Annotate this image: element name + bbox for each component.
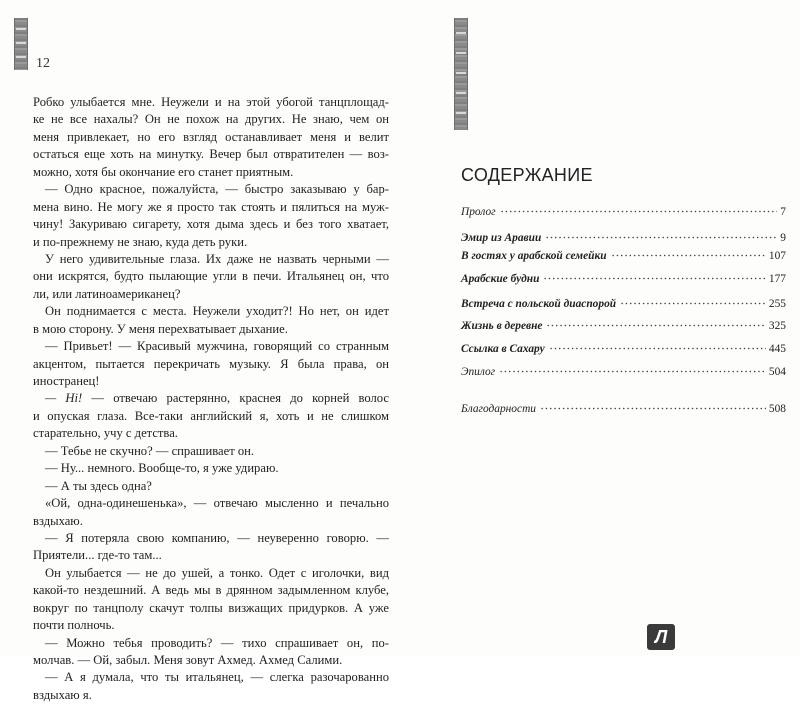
text-content: — А я думала, что ты итальянец, — слегка разочарованно: [45, 670, 389, 685]
toc-entry-page: 325: [768, 320, 786, 332]
text-content: — Привьет! — Красивый мужчина, говорящий со странным: [45, 339, 389, 354]
text-line: [33, 286, 389, 303]
text-content: мена вино. Не могу же я просто так стоять и пялиться на муж-: [33, 199, 389, 214]
text-line: [33, 443, 389, 460]
text-content: ли, или латиноамериканец?: [33, 286, 181, 301]
text-line: [33, 356, 389, 373]
text-line: [33, 94, 389, 111]
text-content: «Ой, одна-одинешенька», — отвечаю мысленно и печально: [45, 496, 389, 511]
toc-entry: [461, 336, 786, 355]
text-line: [33, 600, 389, 617]
text-content: какой-то нездешний. А ведь мы в дрянном задымленном клубе,: [33, 583, 389, 598]
text-line: [33, 390, 389, 407]
toc-entry-page: 9: [780, 232, 786, 244]
text-line: [33, 251, 389, 268]
text-content: Он улыбается — не до ушей, а тонко. Одет с иголочки, вид: [45, 565, 389, 580]
text-line: [33, 111, 389, 128]
text-line: [33, 565, 389, 582]
text-content: иностранец!: [33, 374, 100, 388]
toc-title: СОДЕРЖАНИЕ: [461, 165, 593, 185]
text-content: они искрятся, будто пылающие угли в печи. Итальянец он, что: [33, 269, 389, 284]
text-line: [33, 425, 389, 442]
logo-letter: Л: [654, 627, 668, 647]
toc-entry-page: 255: [768, 298, 786, 310]
text-content: почти полночь.: [33, 618, 115, 633]
text-content: остаться еще хоть на минутку. Вечер был отвратителен — воз-: [33, 147, 389, 162]
toc-entry-page: 508: [768, 403, 786, 415]
text-line: [33, 495, 389, 512]
text-line: [33, 687, 389, 704]
toc-entry: [461, 243, 786, 262]
toc-dot-leader: [611, 243, 766, 259]
toc-entry-title: Пролог: [461, 206, 496, 218]
text-content: — Можно тебья проводить? — тихо спрашивает он, по-: [45, 635, 389, 650]
body-text: [33, 94, 389, 704]
text-line: [33, 669, 389, 686]
text-content: Он поднимается с места. Неужели уходит?! Но нет, он идет: [45, 304, 389, 319]
text-line: [33, 513, 389, 530]
text-line: [33, 199, 389, 216]
toc-entry-page: 7: [780, 206, 786, 218]
toc-entry-title: Жизнь в деревне: [461, 320, 543, 332]
toc-entry-title: В гостях у арабской семейки: [461, 250, 607, 262]
text-content: меня привлекает, но его взгляд останавливает меня и велит: [33, 129, 389, 144]
text-line: [33, 146, 389, 163]
toc-dot-leader: [620, 291, 766, 307]
toc-entry-page: 177: [768, 273, 786, 285]
toc-dot-leader: [549, 336, 766, 352]
text-content: вздыхаю я.: [33, 687, 92, 702]
text-content: Приятели... где-то там...: [33, 548, 162, 563]
text-content: молчав. — Ой, забыл. Меня зовут Ахмед. Ахмед Салими.: [33, 653, 343, 667]
text-content: — Я потеряла свою компанию, — неуверенно говорю. —: [45, 530, 389, 545]
publisher-logo-icon: [647, 624, 675, 650]
decorative-strip-right: [454, 18, 468, 130]
toc-dot-leader: [545, 225, 777, 241]
toc-entry: [461, 313, 786, 332]
text-line: [33, 652, 389, 669]
toc-entry: [461, 359, 786, 378]
toc-entry: [461, 225, 786, 244]
text-content: Робко улыбается мне. Неужели и на этой убогой танцплощад-: [33, 95, 389, 109]
toc-entry-page: 107: [768, 250, 786, 262]
text-line: [33, 478, 389, 495]
text-line: [33, 216, 389, 233]
toc-entry-page: 504: [768, 366, 786, 378]
decorative-strip-left: [14, 18, 28, 70]
text-line: [33, 530, 389, 547]
text-content: и по-прежнему не знаю, куда деть руки.: [33, 234, 248, 249]
text-emphasis: — Hi!: [45, 391, 83, 406]
toc-entry-page: 445: [768, 343, 786, 355]
page-number: 12: [36, 56, 50, 71]
text-content: акцентом, пытается перекричать музыку. Я была права, он: [33, 356, 389, 371]
toc-entry-title: Встреча с польской диаспорой: [461, 298, 617, 310]
text-line: [33, 268, 389, 285]
text-content: У него удивительные глаза. Их даже не назвать черными —: [45, 251, 389, 266]
text-content: — А ты здесь одна?: [45, 478, 152, 493]
toc-entry-title: Арабские будни: [461, 273, 540, 285]
text-content: чину! Закуриваю сигарету, хотя дыма здесь и без того хватает,: [33, 217, 389, 232]
text-content: — Ну... немного. Вообще-то, я уже удираю.: [45, 461, 279, 476]
text-content: — отвечаю растерянно, краснея до корней волос: [82, 391, 389, 406]
text-line: [33, 373, 389, 390]
toc-entry: [461, 266, 786, 285]
text-content: можно, хотя бы окончание его станет приятным.: [33, 164, 294, 179]
text-line: [33, 129, 389, 146]
text-content: в мою сторону. У меня перехватывает дыхание.: [33, 321, 288, 336]
text-line: [33, 234, 389, 251]
text-content: вокруг по танцполу скачут толпы визжащих придурков. А уже: [33, 600, 389, 615]
text-line: [33, 338, 389, 355]
text-content: — Тебье не скучно? — спрашивает он.: [45, 443, 255, 458]
text-content: старательно, учу с детства.: [33, 426, 178, 441]
text-content: вздыхаю.: [33, 513, 83, 528]
text-line: [33, 303, 389, 320]
toc-dot-leader: [540, 396, 766, 412]
toc-entry: [461, 396, 786, 415]
toc-entry: [461, 291, 786, 310]
text-line: [33, 321, 389, 338]
text-line: [33, 547, 389, 564]
toc-dot-leader: [499, 359, 766, 375]
toc-entry-title: Ссылка в Сахару: [461, 343, 545, 355]
text-content: ке не все нахалы? Он не похож на других. Не знаю, чем он: [33, 112, 389, 127]
toc-dot-leader: [543, 266, 765, 282]
toc-entry: [461, 199, 786, 218]
text-line: [33, 460, 389, 477]
text-line: [33, 181, 389, 198]
toc-entry-title: Благодарности: [461, 403, 536, 415]
text-content: и опуская глаза. Все-таки английский я, хоть и не слишком: [33, 408, 389, 423]
text-line: [33, 635, 389, 652]
toc-entry-title: Эмир из Аравии: [461, 232, 542, 244]
text-line: [33, 617, 389, 634]
toc-entry-title: Эпилог: [461, 366, 496, 378]
text-line: [33, 582, 389, 599]
toc-dot-leader: [546, 313, 765, 329]
text-line: [33, 408, 389, 425]
text-content: — Одно красное, пожалуйста, — быстро заказываю у бар-: [45, 182, 389, 197]
toc-dot-leader: [500, 199, 778, 215]
text-line: [33, 164, 389, 181]
